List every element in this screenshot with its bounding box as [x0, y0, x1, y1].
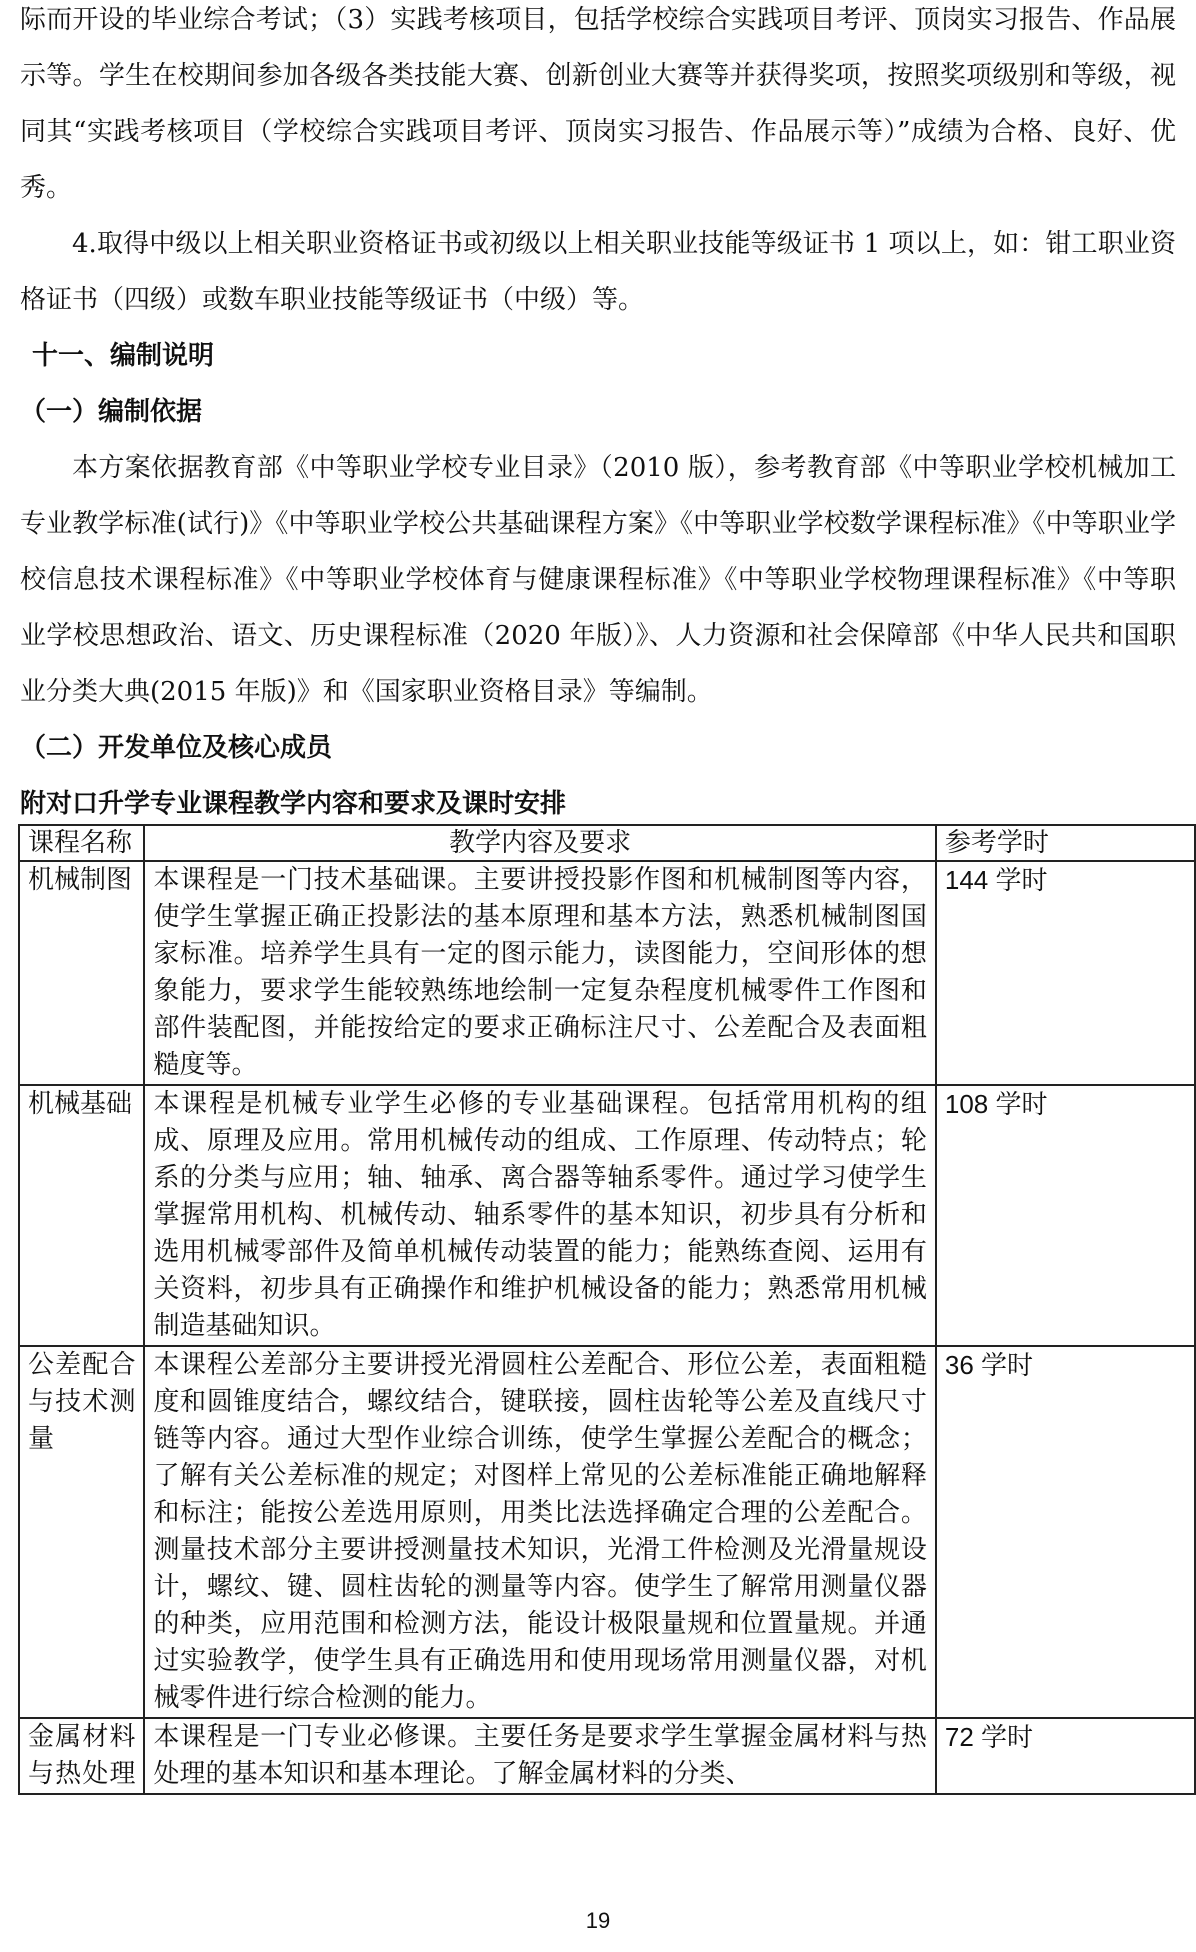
subsection-heading-development-units: （二）开发单位及核心成员 — [20, 733, 333, 763]
course-hours-cell: 108 学时 — [936, 1085, 1195, 1346]
page-number: 19 — [585, 1908, 611, 1933]
course-name-cell: 机械基础 — [19, 1085, 144, 1346]
header-course-name: 课程名称 — [19, 825, 144, 861]
course-content-cell: 本课程是一门专业必修课。主要任务是要求学生掌握金属材料与热处理的基本知识和基本理论。了解金属材料的分类、 — [144, 1718, 935, 1794]
table-row — [19, 1346, 1195, 1718]
paragraph-certificate: 4.取得中级以上相关职业资格证书或初级以上相关职业技能等级证书 1 项以上，如：钳工职业资格证书（四级）或数车职业技能等级证书（中级）等。 — [20, 229, 1176, 315]
subsection-heading-basis: （一）编制依据 — [20, 397, 203, 427]
course-table — [18, 824, 1196, 1795]
table-row — [19, 861, 1195, 1085]
course-content-cell: 本课程公差部分主要讲授光滑圆柱公差配合、形位公差，表面粗糙度和圆锥度结合，螺纹结合，键联接，圆柱齿轮等公差及直线尺寸链等内容。通过大型作业综合训练，使学生掌握公差配合的概念；了解有关公差标准的规定；对图样上常见的公差标准能正确地解释和标注；能按公差选用原则，用类比法选择确定合理的公差配合。测量技术部分主要讲授测量技术知识，光滑工件检测及光滑量规设计，螺纹、键、圆柱齿轮的测量等内容。使学生了解常用测量仪器的种类，应用范围和检测方法，能设计极限量规和位置量规。并通过实验教学，使学生具有正确选用和使用现场常用测量仪器，对机械零件进行综合检测的能力。 — [144, 1346, 935, 1718]
course-name-text: 公差配合与技术测量 — [28, 1350, 136, 1454]
header-content: 教学内容及要求 — [144, 825, 935, 861]
table-header-row — [19, 825, 1195, 861]
table-row — [19, 1718, 1195, 1794]
document-page — [20, 0, 1176, 1795]
header-hours: 参考学时 — [936, 825, 1195, 861]
paragraph-assessment: 际而开设的毕业综合考试；（3）实践考核项目，包括学校综合实践项目考评、顶岗实习报告、作品展示等。学生在校期间参加各级各类技能大赛、创新创业大赛等并获得奖项，按照奖项级别和等级，视同其“实践考核项目（学校综合实践项目考评、顶岗实习报告、作品展示等）”成绩为合格、良好、优秀。 — [20, 5, 1176, 203]
course-name-cell — [19, 1346, 144, 1718]
course-hours-cell: 36 学时 — [936, 1346, 1195, 1718]
paragraph-basis: 本方案依据教育部《中等职业学校专业目录》（2010 版），参考教育部《中等职业学校机械加工专业教学标准(试行)》《中等职业学校公共基础课程方案》《中等职业学校数学课程标准》《中等职业学校信息技术课程标准》《中等职业学校体育与健康课程标准》《中等职业学校物理课程标准》《中等职业学校思想政治、语文、历史课程标准（2020 年版）》、人力资源和社会保障部《中华人民共和国职业分类大典(2015 年版)》和《国家职业资格目录》等编制。 — [20, 453, 1176, 707]
appendix-title: 附对口升学专业课程教学内容和要求及课时安排 — [20, 789, 567, 819]
table-row — [19, 1085, 1195, 1346]
course-hours-cell: 72 学时 — [936, 1718, 1195, 1794]
course-name-text: 金属材料与热处理 — [28, 1722, 136, 1789]
course-hours-cell: 144 学时 — [936, 861, 1195, 1085]
course-content-cell: 本课程是一门技术基础课。主要讲授投影作图和机械制图等内容，使学生掌握正确正投影法的基本原理和基本方法，熟悉机械制图国家标准。培养学生具有一定的图示能力，读图能力，空间形体的想象能力，要求学生能较熟练地绘制一定复杂程度机械零件工作图和部件装配图，并能按给定的要求正确标注尺寸、公差配合及表面粗糙度等。 — [144, 861, 935, 1085]
section-heading-compilation-notes: 十一、编制说明 — [32, 341, 215, 371]
course-name-cell — [19, 1718, 144, 1794]
course-name-cell: 机械制图 — [19, 861, 144, 1085]
course-content-cell: 本课程是机械专业学生必修的专业基础课程。包括常用机构的组成、原理及应用。常用机械传动的组成、工作原理、传动特点；轮系的分类与应用；轴、轴承、离合器等轴系零件。通过学习使学生掌握常用机构、机械传动、轴系零件的基本知识，初步具有分析和选用机械零部件及简单机械传动装置的能力；能熟练查阅、运用有关资料，初步具有正确操作和维护机械设备的能力；熟悉常用机械制造基础知识。 — [144, 1085, 935, 1346]
